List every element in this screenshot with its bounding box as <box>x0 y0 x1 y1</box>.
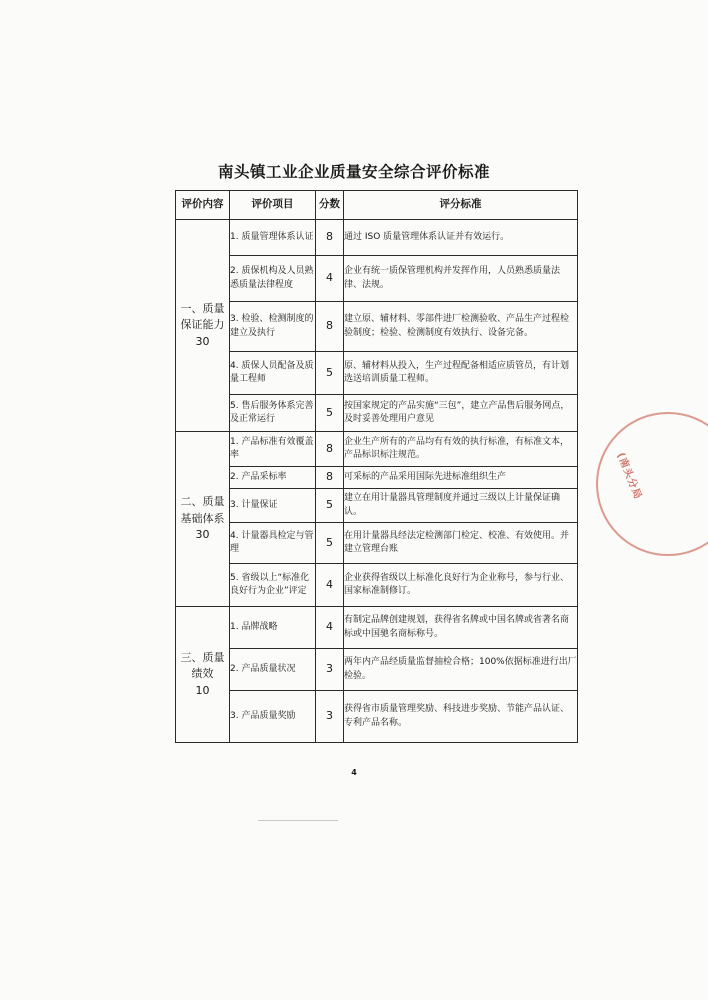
category-total: 10 <box>195 683 210 697</box>
table-row <box>176 649 578 691</box>
category-cell <box>176 220 230 432</box>
item-cell: 1. 品牌战略 <box>230 607 316 649</box>
category-name: 三、质量 <box>180 650 225 664</box>
category-cell <box>176 432 230 607</box>
header-criteria: 评分标准 <box>344 191 578 220</box>
criteria-cell: 获得省市质量管理奖励、科技进步奖励、节能产品认证、专利产品名称。 <box>344 691 578 743</box>
score-cell: 8 <box>316 467 344 489</box>
item-cell: 4. 计量器具检定与管理 <box>230 523 316 564</box>
score-cell: 8 <box>316 220 344 256</box>
table-row <box>176 489 578 523</box>
table-row <box>176 607 578 649</box>
criteria-cell: 两年内产品经质量监督抽检合格；100%依据标准进行出厂检验。 <box>344 649 578 691</box>
table-header-row <box>176 191 578 220</box>
category-name: 一、质量 <box>180 301 225 315</box>
item-cell: 2. 产品质量状况 <box>230 649 316 691</box>
criteria-cell: 建立原、辅材料、零部件进厂检测验收、产品生产过程检验制度；检验、检测制度有效执行、设备完备。 <box>344 302 578 352</box>
criteria-cell: 按国家规定的产品实施“三包”，建立产品售后服务网点，及时妥善处理用户意见 <box>344 395 578 432</box>
table-row <box>176 220 578 256</box>
item-cell: 2. 产品采标率 <box>230 467 316 489</box>
table-row <box>176 302 578 352</box>
criteria-cell: 企业有统一质保管理机构并发挥作用，人员熟悉质量法律、法规。 <box>344 256 578 302</box>
item-cell: 1. 产品标准有效覆盖率 <box>230 432 316 467</box>
category-total: 30 <box>195 334 210 348</box>
table-row <box>176 395 578 432</box>
table-row <box>176 523 578 564</box>
criteria-cell: 在用计量器具经法定检测部门检定、校准、有效使用。并建立管理台账 <box>344 523 578 564</box>
category-name: 绩效 <box>191 667 214 681</box>
criteria-cell: 原、辅材料从投入，生产过程配备相适应质管员，有计划选送培训质量工程师。 <box>344 352 578 395</box>
table-row <box>176 564 578 607</box>
score-cell: 8 <box>316 302 344 352</box>
score-cell: 5 <box>316 395 344 432</box>
item-cell: 3. 检验、检测制度的建立及执行 <box>230 302 316 352</box>
category-name: 二、质量 <box>180 495 225 509</box>
scan-artifact-line <box>258 820 338 821</box>
table-row <box>176 352 578 395</box>
header-item: 评价项目 <box>230 191 316 220</box>
criteria-cell: 企业生产所有的产品均有有效的执行标准，有标准文本，产品标识标注规范。 <box>344 432 578 467</box>
item-cell: 2. 质保机构及人员熟悉质量法律程度 <box>230 256 316 302</box>
item-cell: 3. 计量保证 <box>230 489 316 523</box>
score-cell: 3 <box>316 691 344 743</box>
score-cell: 4 <box>316 256 344 302</box>
category-name: 保证能力 <box>180 318 225 332</box>
item-cell: 3. 产品质量奖励 <box>230 691 316 743</box>
header-score: 分数 <box>316 191 344 220</box>
table-row <box>176 467 578 489</box>
table-row <box>176 432 578 467</box>
seal-text: (南头分局 <box>614 451 644 502</box>
criteria-cell: 可采标的产品采用国际先进标准组织生产 <box>344 467 578 489</box>
score-cell: 5 <box>316 523 344 564</box>
criteria-cell: 有制定品牌创建规划，获得省名牌或中国名牌或省著名商标或中国驰名商标称号。 <box>344 607 578 649</box>
score-cell: 8 <box>316 432 344 467</box>
table-row <box>176 691 578 743</box>
score-cell: 4 <box>316 564 344 607</box>
category-total: 30 <box>195 528 210 542</box>
page-number: 4 <box>351 768 357 777</box>
item-cell: 5. 省级以上“标准化良好行为企业”评定 <box>230 564 316 607</box>
score-cell: 5 <box>316 352 344 395</box>
category-cell <box>176 607 230 743</box>
evaluation-standard-table <box>175 190 578 743</box>
document-title: 南头镇工业企业质量安全综合评价标准 <box>217 163 490 181</box>
item-cell: 5. 售后服务体系完善及正常运行 <box>230 395 316 432</box>
official-seal <box>596 412 708 556</box>
category-name: 基础体系 <box>180 511 225 525</box>
table-row <box>176 256 578 302</box>
criteria-cell: 通过 ISO 质量管理体系认证并有效运行。 <box>344 220 578 256</box>
item-cell: 4. 质保人员配备及质量工程师 <box>230 352 316 395</box>
score-cell: 3 <box>316 649 344 691</box>
criteria-cell: 企业获得省级以上标准化良好行为企业称号，参与行业、国家标准制修订。 <box>344 564 578 607</box>
score-cell: 4 <box>316 607 344 649</box>
item-cell: 1. 质量管理体系认证 <box>230 220 316 256</box>
score-cell: 5 <box>316 489 344 523</box>
criteria-cell: 建立在用计量器具管理制度并通过三级以上计量保证确认。 <box>344 489 578 523</box>
header-content: 评价内容 <box>176 191 230 220</box>
